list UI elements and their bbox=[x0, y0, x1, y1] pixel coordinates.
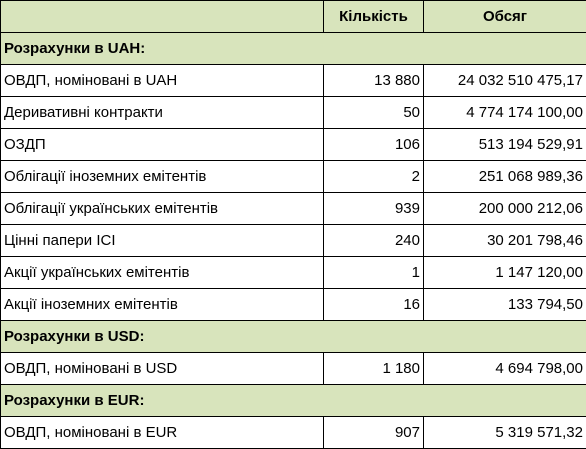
row-count: 50 bbox=[324, 97, 424, 129]
row-name: ОВДП, номіновані в USD bbox=[1, 353, 324, 385]
row-name: ОВДП, номіновані в EUR bbox=[1, 417, 324, 449]
row-name: ОЗДП bbox=[1, 129, 324, 161]
table-row bbox=[1, 129, 586, 161]
section-row-eur bbox=[1, 385, 586, 417]
header-volume-cell: Обсяг bbox=[424, 1, 586, 33]
row-name: ОВДП, номіновані в UAH bbox=[1, 65, 324, 97]
row-count: 1 180 bbox=[324, 353, 424, 385]
row-volume: 513 194 529,91 bbox=[424, 129, 586, 161]
row-volume: 1 147 120,00 bbox=[424, 257, 586, 289]
section-title: Розрахунки в USD: bbox=[1, 321, 586, 353]
row-name: Акції українських емітентів bbox=[1, 257, 324, 289]
header-count-cell: Кількість bbox=[324, 1, 424, 33]
table-row bbox=[1, 193, 586, 225]
row-count: 13 880 bbox=[324, 65, 424, 97]
header-name-cell bbox=[1, 1, 324, 33]
section-title: Розрахунки в EUR: bbox=[1, 385, 586, 417]
row-volume: 24 032 510 475,17 bbox=[424, 65, 586, 97]
table-row bbox=[1, 97, 586, 129]
row-volume: 4 774 174 100,00 bbox=[424, 97, 586, 129]
row-count: 16 bbox=[324, 289, 424, 321]
row-count: 240 bbox=[324, 225, 424, 257]
section-row-usd bbox=[1, 321, 586, 353]
table-row bbox=[1, 225, 586, 257]
row-volume: 200 000 212,06 bbox=[424, 193, 586, 225]
row-name: Цінні папери ІСІ bbox=[1, 225, 324, 257]
row-volume: 4 694 798,00 bbox=[424, 353, 586, 385]
table-body bbox=[1, 1, 586, 449]
row-name: Акції іноземних емітентів bbox=[1, 289, 324, 321]
header-row bbox=[1, 1, 586, 33]
row-name: Облігації іноземних емітентів bbox=[1, 161, 324, 193]
row-name: Облігації українських емітентів bbox=[1, 193, 324, 225]
row-count: 2 bbox=[324, 161, 424, 193]
row-count: 106 bbox=[324, 129, 424, 161]
section-title: Розрахунки в UAH: bbox=[1, 33, 586, 65]
table-row bbox=[1, 161, 586, 193]
row-volume: 133 794,50 bbox=[424, 289, 586, 321]
row-count: 907 bbox=[324, 417, 424, 449]
row-volume: 5 319 571,32 bbox=[424, 417, 586, 449]
row-name: Деривативні контракти bbox=[1, 97, 324, 129]
table-row bbox=[1, 257, 586, 289]
table-row bbox=[1, 417, 586, 449]
section-row-uah bbox=[1, 33, 586, 65]
row-volume: 30 201 798,46 bbox=[424, 225, 586, 257]
table-row bbox=[1, 353, 586, 385]
row-count: 1 bbox=[324, 257, 424, 289]
row-count: 939 bbox=[324, 193, 424, 225]
row-volume: 251 068 989,36 bbox=[424, 161, 586, 193]
table-row bbox=[1, 289, 586, 321]
table-row bbox=[1, 65, 586, 97]
